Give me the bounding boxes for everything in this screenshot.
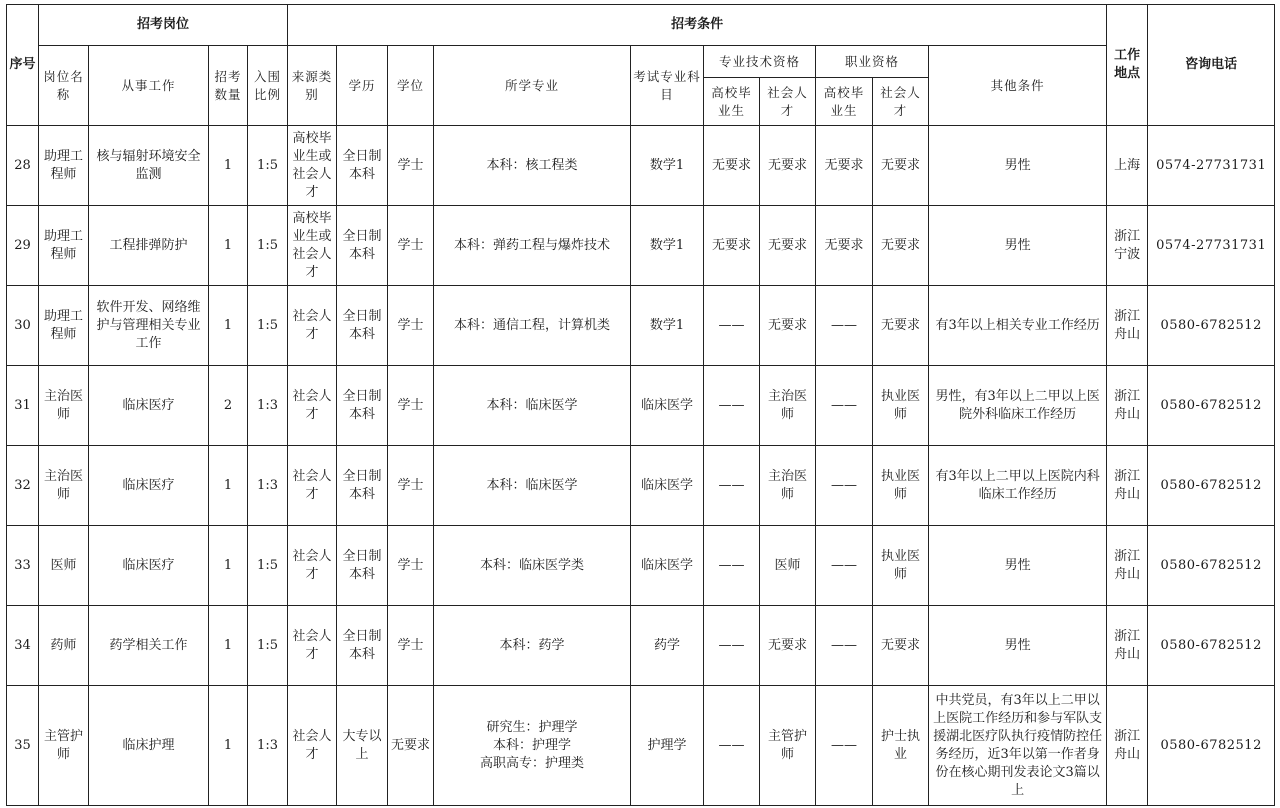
cell-degree: 学士 <box>388 526 434 606</box>
cell-tech-graduates: —— <box>704 446 760 526</box>
cell-tech-graduates: —— <box>704 606 760 686</box>
cell-voc-graduates: 无要求 <box>816 126 873 206</box>
header-workplace: 工作地点 <box>1107 5 1148 126</box>
cell-major: 本科：弹药工程与爆炸技术 <box>434 206 631 286</box>
cell-education: 全日制本科 <box>337 206 388 286</box>
cell-exam-subject: 数学1 <box>631 206 704 286</box>
cell-education: 全日制本科 <box>337 126 388 206</box>
header-major: 所学专业 <box>434 46 631 126</box>
cell-other-conditions: 有3年以上相关专业工作经历 <box>929 286 1107 366</box>
cell-tech-social: 主治医师 <box>760 366 816 446</box>
cell-exam-subject: 护理学 <box>631 686 704 806</box>
header-degree: 学位 <box>388 46 434 126</box>
header-other-conditions: 其他条件 <box>929 46 1107 126</box>
cell-quota: 1 <box>209 286 248 366</box>
cell-exam-subject: 数学1 <box>631 126 704 206</box>
table-row <box>7 366 1275 446</box>
cell-degree: 学士 <box>388 286 434 366</box>
cell-major <box>434 686 631 806</box>
cell-voc-graduates: —— <box>816 686 873 806</box>
cell-education: 全日制本科 <box>337 526 388 606</box>
major-line: 本科：护理学 <box>493 737 572 753</box>
cell-ratio: 1:5 <box>248 126 288 206</box>
header-exam-subject: 考试专业科 目 <box>631 46 704 126</box>
cell-education: 大专以上 <box>337 686 388 806</box>
cell-ratio: 1:5 <box>248 286 288 366</box>
header-conditions-group: 招考条件 <box>288 5 1107 46</box>
header-tech-social: 社会人才 <box>760 78 816 126</box>
header-position-group: 招考岗位 <box>39 5 288 46</box>
cell-degree: 学士 <box>388 366 434 446</box>
cell-ratio: 1:5 <box>248 606 288 686</box>
cell-phone: 0580-6782512 <box>1148 286 1275 366</box>
cell-ratio: 1:3 <box>248 366 288 446</box>
cell-tech-social: 无要求 <box>760 606 816 686</box>
major-line: 高职高专：护理类 <box>480 755 585 771</box>
cell-position-name: 主治医师 <box>39 366 89 446</box>
table-row <box>7 206 1275 286</box>
cell-other-conditions: 男性 <box>929 606 1107 686</box>
cell-seq: 33 <box>7 526 39 606</box>
cell-voc-social: 无要求 <box>873 126 929 206</box>
cell-tech-graduates: —— <box>704 526 760 606</box>
cell-exam-subject: 临床医学 <box>631 526 704 606</box>
cell-education: 全日制本科 <box>337 286 388 366</box>
cell-ratio: 1:5 <box>248 206 288 286</box>
cell-workplace: 浙江舟山 <box>1107 446 1148 526</box>
cell-major: 本科：临床医学 <box>434 446 631 526</box>
cell-education: 全日制本科 <box>337 606 388 686</box>
cell-other-conditions: 男性 <box>929 126 1107 206</box>
table-row <box>7 686 1275 806</box>
cell-degree: 学士 <box>388 206 434 286</box>
cell-workplace: 上海 <box>1107 126 1148 206</box>
cell-major: 本科：临床医学 <box>434 366 631 446</box>
cell-education: 全日制本科 <box>337 446 388 526</box>
cell-major: 本科：核工程类 <box>434 126 631 206</box>
cell-phone: 0580-6782512 <box>1148 606 1275 686</box>
table-row <box>7 606 1275 686</box>
cell-phone: 0580-6782512 <box>1148 366 1275 446</box>
cell-workplace: 浙江舟山 <box>1107 606 1148 686</box>
cell-duty: 核与辐射环境安全监测 <box>89 126 209 206</box>
table-row <box>7 286 1275 366</box>
cell-position-name: 医师 <box>39 526 89 606</box>
cell-voc-graduates: —— <box>816 606 873 686</box>
header-duty: 从事工作 <box>89 46 209 126</box>
cell-ratio: 1:3 <box>248 686 288 806</box>
cell-exam-subject: 临床医学 <box>631 446 704 526</box>
cell-tech-social: 无要求 <box>760 126 816 206</box>
cell-duty: 临床医疗 <box>89 366 209 446</box>
header-pos-name: 岗位名称 <box>39 46 89 126</box>
cell-position-name: 主治医师 <box>39 446 89 526</box>
cell-workplace: 浙江舟山 <box>1107 366 1148 446</box>
table-row <box>7 446 1275 526</box>
cell-seq: 35 <box>7 686 39 806</box>
cell-other-conditions: 男性 <box>929 526 1107 606</box>
header-tech-qualification: 专业技术资格 <box>704 46 816 78</box>
cell-duty: 工程排弹防护 <box>89 206 209 286</box>
cell-position-name: 助理工程师 <box>39 206 89 286</box>
cell-other-conditions: 有3年以上二甲以上医院内科临床工作经历 <box>929 446 1107 526</box>
cell-duty: 临床医疗 <box>89 526 209 606</box>
cell-source: 高校毕业生或社会人才 <box>288 206 337 286</box>
cell-workplace: 浙江舟山 <box>1107 686 1148 806</box>
cell-position-name: 主管护师 <box>39 686 89 806</box>
cell-source: 社会人才 <box>288 366 337 446</box>
header-tech-graduates: 高校毕业生 <box>704 78 760 126</box>
cell-tech-graduates: 无要求 <box>704 206 760 286</box>
cell-other-conditions: 男性 <box>929 206 1107 286</box>
cell-ratio: 1:5 <box>248 526 288 606</box>
cell-voc-social: 无要求 <box>873 206 929 286</box>
cell-position-name: 助理工程师 <box>39 286 89 366</box>
cell-phone: 0580-6782512 <box>1148 526 1275 606</box>
cell-source: 社会人才 <box>288 686 337 806</box>
cell-seq: 34 <box>7 606 39 686</box>
cell-seq: 28 <box>7 126 39 206</box>
cell-degree: 无要求 <box>388 686 434 806</box>
cell-source: 社会人才 <box>288 606 337 686</box>
cell-phone: 0574-27731731 <box>1148 206 1275 286</box>
cell-quota: 2 <box>209 366 248 446</box>
cell-seq: 32 <box>7 446 39 526</box>
cell-duty: 药学相关工作 <box>89 606 209 686</box>
cell-workplace: 浙江舟山 <box>1107 286 1148 366</box>
cell-tech-graduates: 无要求 <box>704 126 760 206</box>
cell-degree: 学士 <box>388 446 434 526</box>
cell-ratio: 1:3 <box>248 446 288 526</box>
cell-tech-social: 主管护师 <box>760 686 816 806</box>
cell-voc-social: 护士执业 <box>873 686 929 806</box>
cell-source: 社会人才 <box>288 446 337 526</box>
table-row <box>7 526 1275 606</box>
cell-workplace: 浙江舟山 <box>1107 526 1148 606</box>
header-phone: 咨询电话 <box>1148 5 1275 126</box>
header-quota: 招考数量 <box>209 46 248 126</box>
cell-seq: 29 <box>7 206 39 286</box>
header-voc-social: 社会人才 <box>873 78 929 126</box>
cell-voc-graduates: —— <box>816 526 873 606</box>
header-education: 学历 <box>337 46 388 126</box>
header-vocational-qualification: 职业资格 <box>816 46 929 78</box>
cell-source: 社会人才 <box>288 286 337 366</box>
cell-voc-social: 执业医师 <box>873 526 929 606</box>
cell-major: 本科：药学 <box>434 606 631 686</box>
cell-exam-subject: 数学1 <box>631 286 704 366</box>
cell-tech-social: 无要求 <box>760 286 816 366</box>
cell-quota: 1 <box>209 526 248 606</box>
cell-source: 高校毕业生或社会人才 <box>288 126 337 206</box>
cell-workplace: 浙江宁波 <box>1107 206 1148 286</box>
cell-major: 本科：通信工程，计算机类 <box>434 286 631 366</box>
cell-major: 本科：临床医学类 <box>434 526 631 606</box>
cell-voc-social: 无要求 <box>873 606 929 686</box>
major-line: 研究生：护理学 <box>486 719 578 735</box>
table-row <box>7 126 1275 206</box>
cell-tech-graduates: —— <box>704 686 760 806</box>
cell-degree: 学士 <box>388 606 434 686</box>
cell-duty: 临床医疗 <box>89 446 209 526</box>
cell-quota: 1 <box>209 686 248 806</box>
cell-quota: 1 <box>209 206 248 286</box>
cell-quota: 1 <box>209 606 248 686</box>
cell-education: 全日制本科 <box>337 366 388 446</box>
cell-duty: 软件开发、网络维护与管理相关专业工作 <box>89 286 209 366</box>
cell-tech-graduates: —— <box>704 286 760 366</box>
cell-voc-graduates: 无要求 <box>816 206 873 286</box>
cell-voc-social: 执业医师 <box>873 366 929 446</box>
cell-duty: 临床护理 <box>89 686 209 806</box>
cell-phone: 0580-6782512 <box>1148 686 1275 806</box>
recruitment-table <box>6 4 1275 806</box>
cell-voc-social: 执业医师 <box>873 446 929 526</box>
cell-other-conditions: 中共党员，有3年以上二甲以上医院工作经历和参与军队支援湖北医疗队执行疫情防控任务经历，近3年以第一作者身份在核心期刊发表论文3篇以上 <box>929 686 1107 806</box>
cell-position-name: 助理工程师 <box>39 126 89 206</box>
cell-tech-social: 主治医师 <box>760 446 816 526</box>
cell-seq: 31 <box>7 366 39 446</box>
header-seq: 序号 <box>7 5 39 126</box>
cell-voc-social: 无要求 <box>873 286 929 366</box>
cell-phone: 0580-6782512 <box>1148 446 1275 526</box>
header-ratio: 入围比例 <box>248 46 288 126</box>
cell-other-conditions: 男性，有3年以上二甲以上医院外科临床工作经历 <box>929 366 1107 446</box>
cell-degree: 学士 <box>388 126 434 206</box>
cell-tech-social: 无要求 <box>760 206 816 286</box>
cell-voc-graduates: —— <box>816 366 873 446</box>
table-body <box>7 126 1275 806</box>
cell-position-name: 药师 <box>39 606 89 686</box>
cell-exam-subject: 临床医学 <box>631 366 704 446</box>
cell-source: 社会人才 <box>288 526 337 606</box>
cell-seq: 30 <box>7 286 39 366</box>
cell-tech-graduates: —— <box>704 366 760 446</box>
cell-exam-subject: 药学 <box>631 606 704 686</box>
cell-quota: 1 <box>209 446 248 526</box>
cell-quota: 1 <box>209 126 248 206</box>
header-voc-graduates: 高校毕业生 <box>816 78 873 126</box>
cell-voc-graduates: —— <box>816 286 873 366</box>
cell-voc-graduates: —— <box>816 446 873 526</box>
cell-tech-social: 医师 <box>760 526 816 606</box>
header-source: 来源类别 <box>288 46 337 126</box>
cell-phone: 0574-27731731 <box>1148 126 1275 206</box>
